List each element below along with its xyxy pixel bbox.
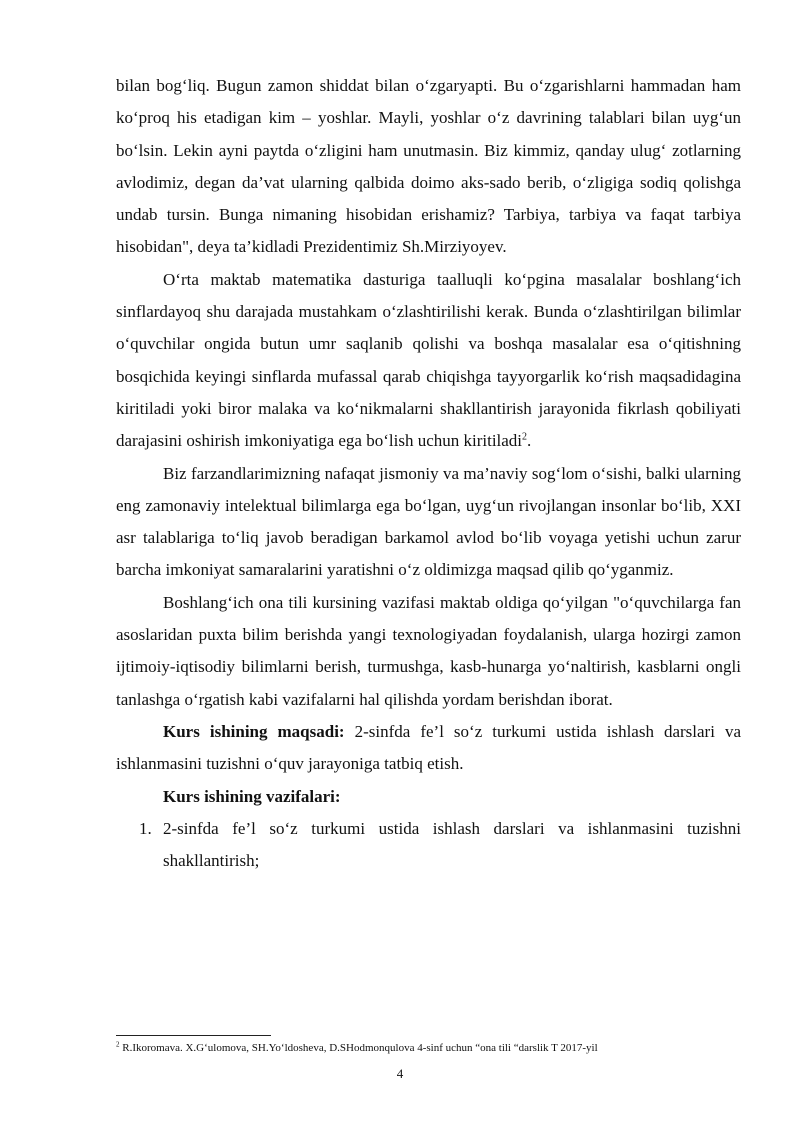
course-goal-label: Kurs ishining maqsadi:	[163, 721, 345, 741]
paragraph-math-curriculum	[116, 264, 741, 458]
list-item	[116, 813, 741, 878]
paragraph-children-goals	[116, 458, 741, 587]
paragraph-course-tasks-heading	[116, 781, 741, 813]
paragraph-tail: .	[527, 431, 532, 451]
paragraph-course-goal	[116, 716, 741, 781]
paragraph-mother-tongue-course	[116, 587, 741, 716]
page-number: 4	[396, 1066, 404, 1081]
paragraph-text: bilan bog‘liq. Bugun zamon shiddat bilan o‘zgaryapti. Bu o‘zgarishlarni hammadan ham ko‘proq his etadigan kim – yoshlar. Mayli, yoshlar o‘z davrining talablari bilan uyg‘un bo‘lsin. Lekin ayni paytda o‘zligini ham unutmasin. Biz kimmiz, qanday ulug‘ zotlarning avlodimiz, degan da’vat ularning qalbida doimo aks-sado berib, o‘zligiga sodiq qolishga undab tursin. Bunga nimaning hisobidan erishamiz? Tarbiya, tarbiya va faqat tarbiya hisobidan", deya ta’kidladi Prezidentimiz Sh.Mirziyoyev.	[116, 76, 741, 257]
course-goal-text: 2-sinfda fe’l so‘z turkumi ustida ishlash darslari va ishlanmasini tuzishni o‘quv jarayoniga tatbiq etish.	[116, 721, 741, 774]
footnote-text: R.Ikoromava. X.G‘ulomova, SH.Yo‘ldosheva, D.SHodmonqulova 4-sinf uchun “ona tili “darslik T 2017-yil	[119, 1042, 598, 1054]
footnote-marker: 2	[116, 1040, 120, 1049]
body-text	[116, 70, 741, 877]
list-item-number: 1.	[139, 818, 152, 838]
list-item-text: 2-sinfda fe’l so‘z turkumi ustida ishlash darslari va ishlanmasini tuzishni shakllantirish;	[163, 818, 741, 871]
course-tasks-list	[116, 813, 741, 878]
paragraph-text: Boshlang‘ich ona tili kursining vazifasi maktab oldiga qo‘yilgan "o‘quvchilarga fan asoslaridan puxta bilim berishda yangi texnologiyadan foydalanish, ularga hozirgi zamon ijtimoiy-iqtisodiy bilimlarni berish, turmushga, kasb-hunarga yo‘naltirish, kasblarni ongli tanlashga o‘rgatish kabi vazifalarni hal qilishda yordam berishdan iborat.	[116, 592, 741, 709]
footnote-reference[interactable]: 2	[522, 431, 528, 443]
paragraph-continuation	[116, 70, 741, 264]
footnote	[116, 1041, 756, 1055]
course-tasks-label: Kurs ishining vazifalari:	[163, 786, 341, 806]
paragraph-text: Biz farzandlarimizning nafaqat jismoniy va ma’naviy sog‘lom o‘sishi, balki ularning eng zamonaviy intelektual bilimlarga ega bo‘lgan, uyg‘un rivojlangan insonlar bo‘lib, XXI asr talablariga to‘liq javob beradigan barkamol avlod bo‘lib voyaga yetishi uchun zarur barcha imkoniyat samaralarini yaratishni o‘z oldimizga maqsad qilib qo‘yganmiz.	[116, 463, 741, 580]
footnote-separator	[116, 1035, 271, 1036]
paragraph-text: O‘rta maktab matematika dasturiga taalluqli ko‘pgina masalalar boshlang‘ich sinflardayoq shu darajada mustahkam o‘zlashtirilishi kerak. Bunda o‘zlashtirilgan bilimlar o‘quvchilar ongida butun umr saqlanib qolishi va boshqa masalalar esa o‘qitishning bosqichida keyingi sinflarda mufassal qarab chiqishga tayyorgarlik ko‘rish maqsadidagina kiritiladi yoki biror malaka va ko‘nikmalarni shakllantirish jarayonida fikrlash qobiliyati darajasini oshirish imkoniyatiga ega bo‘lish uchun kiritiladi	[116, 269, 741, 451]
